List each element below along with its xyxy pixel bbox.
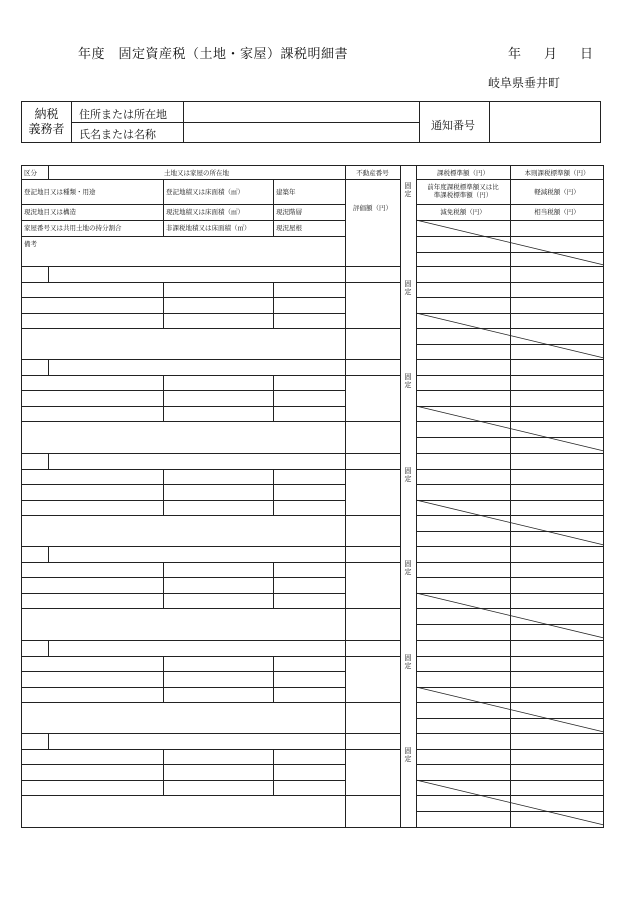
notice-number-label: 通知番号	[431, 119, 475, 132]
col-nontax-area: 非課税地積又は床面積（㎡）	[166, 224, 251, 232]
col-location: 土地又は家屋の所在地	[164, 169, 229, 177]
col-prev-tax-base: 前年度課税標準額又は比 準課税標準額（円）	[427, 183, 499, 199]
date-day-label: 日	[580, 47, 594, 62]
block-kotei-label: 固定	[404, 560, 412, 576]
col-exempt-tax: 減免税額（円）	[440, 208, 486, 216]
block-kotei-label: 固定	[404, 747, 412, 763]
name-label: 氏名または名称	[79, 128, 156, 141]
col-registered-land: 登記地目又は種類・用途	[24, 188, 96, 196]
date-year-label: 年	[508, 47, 522, 62]
col-registered-area: 登記地積又は床面積（㎡）	[166, 188, 244, 196]
municipality-name: 岐阜県垂井町	[488, 76, 561, 90]
col-floors: 現況階層	[276, 208, 302, 216]
block-kotei-label: 固定	[404, 280, 412, 296]
block-kotei-label: 固定	[404, 373, 412, 389]
col-current-area: 現況地積又は床面積（㎡）	[166, 208, 244, 216]
col-evaluation: 評価額（円）	[353, 204, 392, 212]
col-equivalent-tax: 相当税額（円）	[534, 208, 580, 216]
col-main-tax-base: 本則課税標準額（円）	[524, 169, 590, 177]
col-reduced-tax: 軽減税額（円）	[534, 188, 580, 196]
col-current-land: 現況地目又は構造	[24, 208, 76, 216]
address-label: 住所または所在地	[79, 108, 167, 121]
block-kotei-label: 固定	[404, 467, 412, 483]
col-built-year: 建築年	[276, 188, 296, 196]
block-kotei-label: 固定	[404, 654, 412, 670]
col-roof: 現況屋根	[276, 224, 302, 232]
header-kotei-label: 固定	[404, 182, 412, 198]
taxpayer-label: 納税 義務者	[28, 107, 65, 136]
col-kubun: 区分	[24, 169, 37, 177]
date-month-label: 月	[544, 47, 558, 62]
col-property-number: 不動産番号	[356, 169, 389, 177]
col-remarks: 備考	[24, 240, 37, 248]
document-title: 年度 固定資産税（土地・家屋）課税明細書	[78, 47, 349, 62]
col-house-number: 家屋番号又は共用土地の持分割合	[24, 224, 122, 232]
col-tax-base: 課税標準額（円）	[437, 169, 489, 177]
